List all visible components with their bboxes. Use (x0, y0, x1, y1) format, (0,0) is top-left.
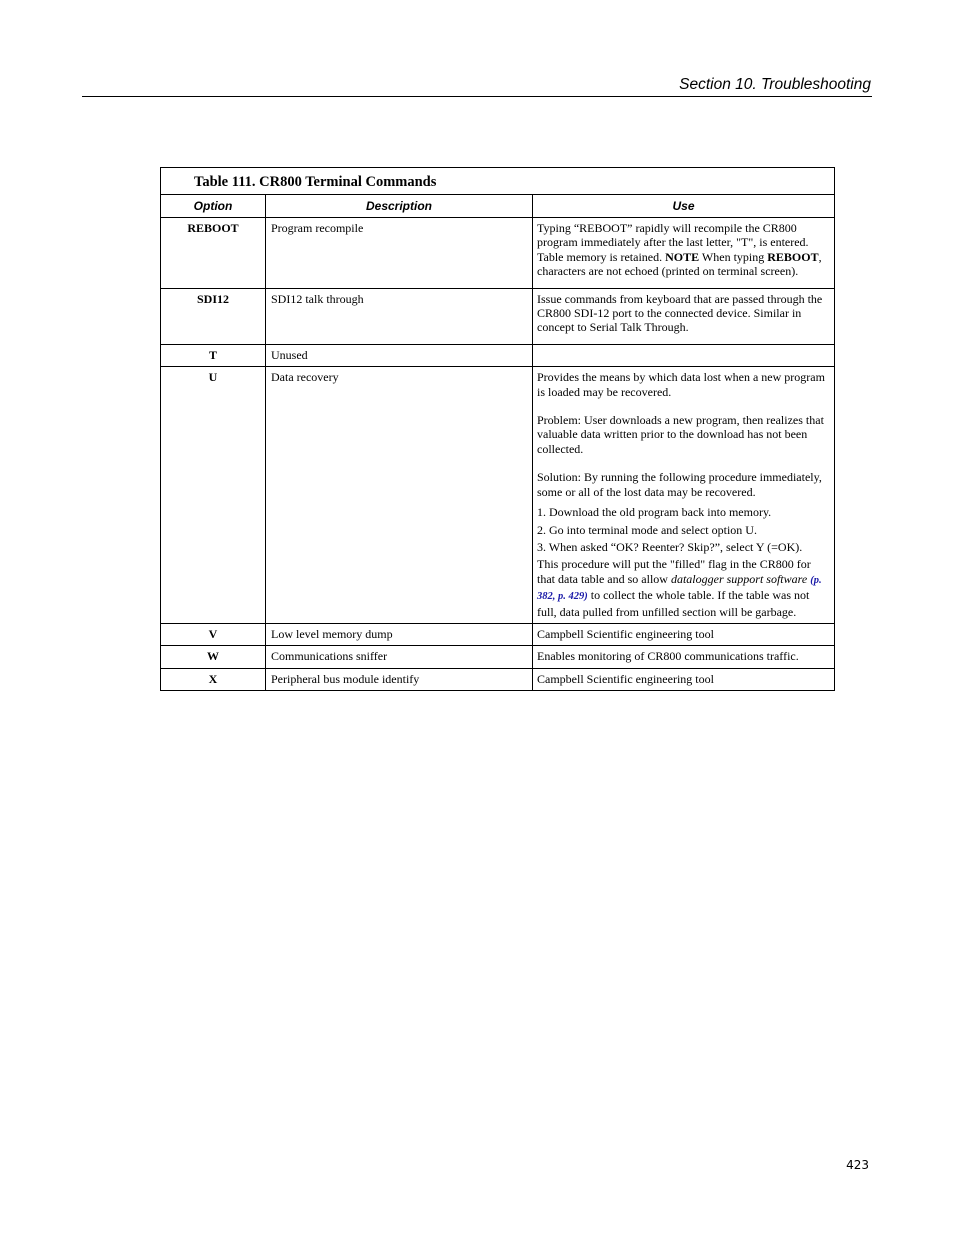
table-caption-row (161, 168, 835, 195)
use-text-part: to collect the whole table. If the table was not full, data pulled from unfilled section will be garbage. (537, 588, 810, 619)
use-paragraph: Problem: User downloads a new program, then realizes that valuable data written prior to the download has not been collected. (537, 413, 824, 456)
column-header-use: Use (533, 195, 835, 218)
page-reference-link[interactable]: (p. 382, p. 429) (537, 574, 822, 603)
table-row (161, 218, 835, 289)
description-cell: Unused (266, 344, 533, 366)
use-text-part: , characters are not echoed (printed on terminal screen). (537, 249, 822, 279)
description-cell: Peripheral bus module identify (266, 668, 533, 690)
table-row (161, 367, 835, 624)
option-cell: X (161, 668, 266, 690)
table-row (161, 288, 835, 344)
description-cell: Program recompile (266, 218, 533, 289)
procedure-step: 3. When asked “OK? Reenter? Skip?”, select Y (=OK). (537, 539, 803, 554)
use-cell: Issue commands from keyboard that are passed through the CR800 SDI-12 port to the connected device. Similar in concept to Serial Talk Through. (533, 288, 835, 344)
option-cell: REBOOT (161, 218, 266, 289)
use-cell (533, 367, 835, 624)
table-header-row (161, 195, 835, 218)
table-caption-cell (161, 168, 835, 195)
procedure-step: 1. Download the old program back into memory. (537, 505, 772, 520)
column-header-description: Description (266, 195, 533, 218)
column-header-option: Option (161, 195, 266, 218)
use-cell: Enables monitoring of CR800 communications traffic. (533, 646, 835, 668)
use-text-part: This procedure will put the "filled" flag in the CR800 for that data table and so allow (537, 557, 811, 586)
page-number: 423 (846, 1158, 869, 1172)
section-header-title: Section 10. Troubleshooting (679, 76, 871, 93)
use-text-part: Typing “REBOOT” rapidly will recompile the CR800 program immediately after the last letter, "T", is entered. Table memory is retained. (537, 221, 809, 264)
use-paragraph: Provides the means by which data lost when a new program is loaded may be recovered. (537, 370, 825, 399)
note-label: NOTE (665, 249, 700, 264)
table-row (161, 623, 835, 645)
use-text-part: When typing (699, 249, 768, 264)
header-divider (82, 96, 872, 97)
description-cell: Communications sniffer (266, 646, 533, 668)
description-cell: Low level memory dump (266, 623, 533, 645)
description-cell: SDI12 talk through (266, 288, 533, 344)
use-text (537, 221, 829, 279)
description-cell: Data recovery (266, 367, 533, 624)
option-cell: SDI12 (161, 288, 266, 344)
italic-term: datalogger support software (670, 571, 808, 586)
use-paragraph: Solution: By running the following procedure immediately, some or all of the lost data may be recovered. (537, 470, 822, 499)
option-cell: T (161, 344, 266, 366)
use-paragraph (537, 557, 829, 619)
reboot-keyword: REBOOT (767, 249, 819, 264)
terminal-commands-table (160, 167, 835, 691)
option-cell: V (161, 623, 266, 645)
use-cell: Campbell Scientific engineering tool (533, 668, 835, 690)
table-row (161, 668, 835, 690)
option-cell: U (161, 367, 266, 624)
table-row (161, 344, 835, 366)
use-cell: Campbell Scientific engineering tool (533, 623, 835, 645)
procedure-step: 2. Go into terminal mode and select option U. (537, 522, 757, 537)
use-cell (533, 218, 835, 289)
table-caption: Table 111. CR800 Terminal Commands (194, 173, 437, 190)
table-row (161, 646, 835, 668)
use-cell (533, 344, 835, 366)
option-cell: W (161, 646, 266, 668)
